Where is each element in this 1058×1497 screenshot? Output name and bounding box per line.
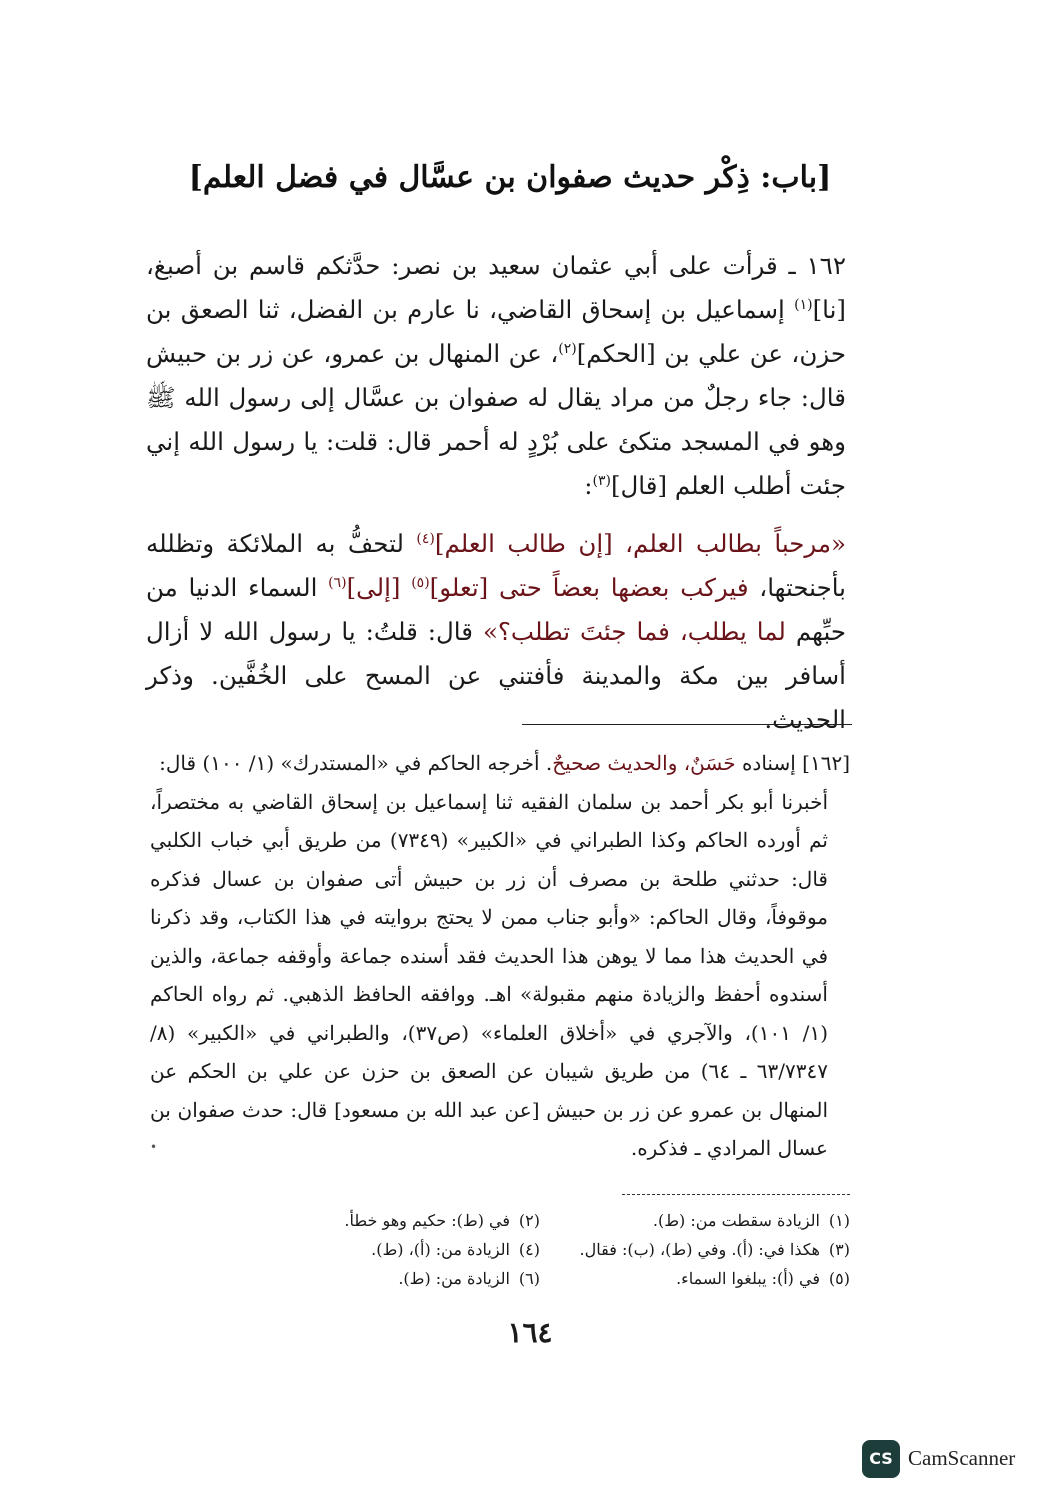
footnote-2 <box>270 1207 540 1234</box>
matn-red-2: فيركب بعضها بعضاً حتى [تعلو] <box>429 573 749 602</box>
footnote-4 <box>270 1236 540 1263</box>
footnote-number: (٢) <box>518 1211 540 1230</box>
note-ref-6: (٦) <box>328 574 347 591</box>
matn-red-3: [إلى] <box>346 573 412 602</box>
matn-red-1: «مرحباً بطالب العلم، [إن طالب العلم] <box>434 529 846 558</box>
note-ref-2: (٢) <box>558 340 577 357</box>
isnad-text-2: إسماعيل بن إسحاق القاضي، نا عارم بن الفضل، ثنا الصعق بن حزن، عن علي بن [الحكم] <box>146 295 846 368</box>
camscanner-label: CamScanner <box>908 1446 1016 1470</box>
footnote-text: الزيادة سقطت من: (ط). <box>652 1211 820 1230</box>
scan-speck: • <box>150 1140 158 1154</box>
matn-red-4: لما يطلب، فما جئتَ تطلب؟» <box>482 617 786 646</box>
isnad-text-4: : <box>584 471 593 500</box>
footnote-number: (٥) <box>828 1269 850 1288</box>
hadith-paragraph-isnad <box>146 244 846 508</box>
notes-divider <box>522 724 852 725</box>
note-ref-1: (١) <box>794 296 813 313</box>
isnad-text-1: ١٦٢ ـ قرأت على أبي عثمان سعيد بن نصر: حدَّثكم قاسم بن أصبغ، [نا] <box>146 251 846 324</box>
chapter-heading: [باب: ذِكْر حديث صفوان بن عسَّال في فضل العلم] <box>188 160 832 195</box>
hadith-text <box>146 244 846 742</box>
takhrij-body: أخبرنا أبو بكر أحمد بن سلمان الفقيه ثنا إسماعيل بن إسحاق القاضي به مختصراً، ثم أورده الحاكم وكذا الطبراني في «الكبير» (٧٣٤٩) من طريق أبي خباب الكلبي قال: حدثني طلحة بن مصرف أن زر بن حبيش أتى صفوان بن عسال فذكره موقوفاً، وقال الحاكم: «وأبو جناب ممن لا يحتج بروايته في هذا الكتاب، وقد ذكرنا في الحديث هذا مما لا يوهن هذا الحديث فقد أسنده جماعة وأوقفه جماعة، والذين أسندوه أحفظ والزيادة منهم مقبولة» اهـ. ووافقه الحافظ الذهبي. ثم رواه الحاكم (١/ ١٠١)، والآجري في «أخلاق العلماء» (ص٣٧)، والطبراني في «الكبير» (٨/ ٦٣/٧٣٤٧ ـ ٦٤) من طريق شيبان عن الصعق بن حزن عن علي بن الحكم عن المنهال بن عمرو عن زر بن حبيش [عن عبد الله بن مسعود] قال: حدث صفوان بن عسال المرادي ـ فذكره. <box>150 789 828 1160</box>
takhrij-lead: [١٦٢] إسناده <box>735 751 850 775</box>
footnote-3 <box>540 1236 850 1263</box>
takhrij-grade: حَسَنٌ، والحديث صحيحٌ <box>552 751 736 775</box>
footnote-text: في (أ): يبلغوا السماء. <box>676 1269 820 1288</box>
note-ref-4: (٤) <box>416 530 435 547</box>
footnote-6 <box>270 1265 540 1292</box>
matn-text-2: السماء الدنيا من حبِّهم <box>146 573 846 646</box>
note-ref-3: (٣) <box>592 472 611 489</box>
takhrij-line-1: . أخرجه الحاكم في «المستدرك» (١/ ١٠٠) قال: <box>159 751 553 775</box>
footnote-number: (٦) <box>518 1269 540 1288</box>
page-number: ١٦٤ <box>507 1316 553 1349</box>
footnote-number: (٣) <box>828 1240 850 1259</box>
footnote-text: الزيادة من: (ط). <box>398 1269 510 1288</box>
footnote-text: في (ط): حكيم وهو خطأ. <box>344 1211 510 1230</box>
footnotes <box>270 1207 850 1292</box>
footnote-5 <box>540 1265 850 1292</box>
footnote-number: (٤) <box>518 1240 540 1259</box>
footnotes-divider <box>622 1194 850 1195</box>
takhrij-notes <box>150 744 850 1168</box>
footnote-number: (١) <box>828 1211 850 1230</box>
footnote-text: هكذا في: (أ). وفي (ط)، (ب): فقال. <box>579 1240 820 1259</box>
hadith-paragraph-matn <box>146 522 846 742</box>
isnad-text-3: ، عن المنهال بن عمرو، عن زر بن حبيش قال: جاء رجلٌ من مراد يقال له صفوان بن عسَّال إلى رسول الله ﷺ وهو في المسجد متكئ على بُرْدٍ له أحمر قال: قلت: يا رسول الله إني جئت أطلب العلم [قال] <box>146 339 846 500</box>
matn-text-1: لتحفُّ به الملائكة وتظلله بأجنحتها، <box>146 529 847 602</box>
camscanner-watermark <box>862 1440 1042 1484</box>
note-ref-5: (٥) <box>411 574 430 591</box>
footnote-text: الزيادة من: (أ)، (ط). <box>371 1240 510 1259</box>
matn-text-3: قال: قلتُ: يا رسول الله لا أزال أسافر بين مكة والمدينة فأفتني عن المسح على الخُفَّين. وذكر الحديث. <box>146 617 846 734</box>
footnote-1 <box>540 1207 850 1234</box>
camscanner-logo-icon: CS <box>862 1440 900 1478</box>
takhrij-first-line <box>150 744 850 783</box>
